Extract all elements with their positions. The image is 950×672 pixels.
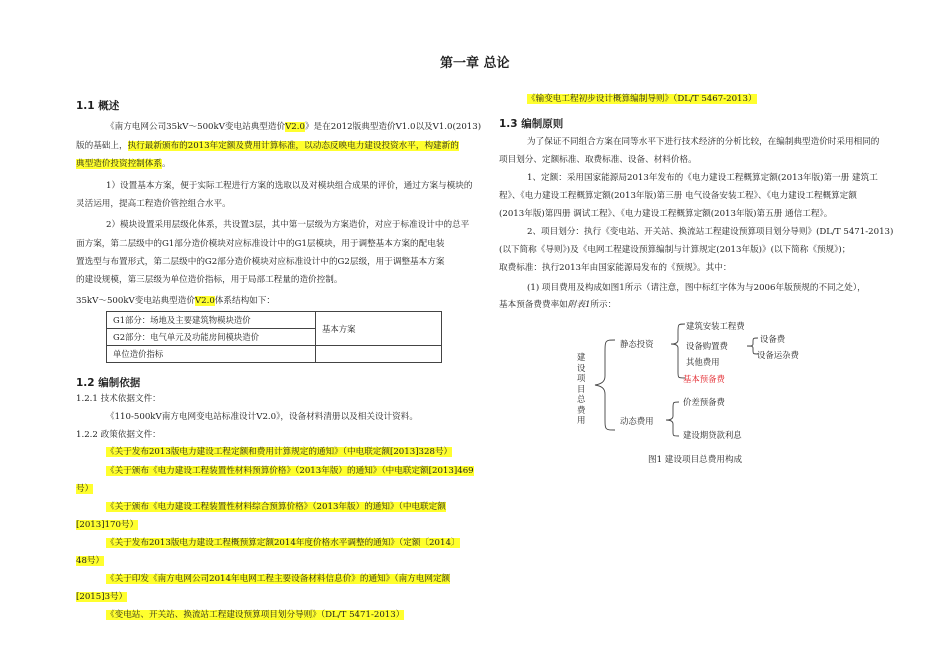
quota-line-1: 1、定额：采用国家能源局2013年发布的《电力建设工程概算定额(2013年版)第一册 建筑工 — [527, 173, 878, 183]
version-highlight: V2.0 — [285, 122, 305, 132]
policy-doc-1: 《关于发布2013版电力建设工程定额和费用计算规定的通知》（中电联定额[2013]328号） — [106, 447, 453, 457]
overview-point-2-line-2: 面方案，第二层级中的G1部分造价模块对应标准设计中的G1层模块，用于调整基本方案的配电装 — [76, 239, 445, 249]
policy-doc-6: 《变电站、开关站、换流站工程建设预算项目划分导则》（DL/T 5471-2013） — [106, 610, 405, 620]
figure-equipment-freight-label: 设备运杂费 — [757, 350, 799, 360]
chapter-title: 第一章 总论 — [440, 56, 510, 71]
principle-intro-line-2: 项目划分、定额标准、取费标准、设备、材料价格。 — [499, 155, 697, 165]
figure-loan-interest-label: 建设期贷款利息 — [683, 430, 742, 440]
structure-intro: 35kV～500kV变电站典型造价V2.0体系结构如下： — [76, 296, 275, 306]
division-line-1: 2、项目划分：执行《变电站、开关站、换流站工程建设预算项目划分导则》(DL/T 5471-2013) — [527, 227, 894, 237]
g1-cell: G1部分：场地及主要建筑物模块造价 — [107, 312, 316, 329]
cost-structure-line-2: 基本预备费费率如附表1所示： — [499, 300, 617, 310]
dynamic-brace — [666, 402, 679, 436]
figure-equipment-purchase-label: 设备购置费 — [686, 341, 728, 351]
policy-doc-3-line-1: 《关于颁布《电力建设工程装置性材料综合预算价格》（2013年版）的通知》（中电联定额 — [106, 502, 446, 512]
policy-doc-5-line-1: 《关于印发《南方电网公司2014年电网工程主要设备材料信息价》的通知》（南方电网定额 — [106, 574, 451, 584]
overview-line-2: 版的基础上，执行最新颁布的2013年定额及费用计算标准，以动态反映电力建设投资水平，构建新的 — [76, 141, 459, 151]
principle-intro-line-1: 为了保证不同组合方案在同等水平下进行技术经济的分析比较，在编制典型造价时采用相同的 — [527, 137, 880, 147]
tech-basis-heading: 1.2.1 技术依据文件： — [76, 394, 161, 404]
cost-structure-line-1: (1) 项目费用及构成如图1所示（请注意，图中标红字体为与2006年版预规的不同之处）， — [527, 283, 866, 293]
figure-basic-reserve-label: 基本预备费 — [683, 374, 725, 384]
overview-point-1-line-2: 灵活运用，提高工程造价管控组合水平。 — [76, 199, 231, 209]
figure-static-label: 静态投资 — [620, 339, 654, 349]
tech-basis-doc: 《110-500kV南方电网变电站标准设计V2.0》，设备材料清册以及相关设计资料。 — [106, 412, 418, 422]
policy-doc-7: 《输变电工程初步设计概算编制导则》（DL/T 5467-2013） — [527, 94, 757, 104]
quota-line-2: 程》、《电力建设工程概算定额(2013年版)第三册 电气设备安装工程》、《电力建设工程概算定额 — [499, 191, 857, 201]
structure-table — [106, 311, 442, 363]
figure-equipment-fee-label: 设备费 — [760, 334, 786, 344]
g2-cell: G2部分：电气单元及功能房间模块造价 — [107, 329, 316, 346]
policy-doc-4-line-1: 《关于发布2013版电力建设工程概预算定额2014年度价格水平调整的通知》（定额〔2014〕 — [106, 538, 460, 548]
overview-point-1-line-1: 1）设置基本方案，便于实际工程进行方案的选取以及对模块组合成果的评价，通过方案与模块的 — [106, 181, 473, 191]
static-brace — [671, 324, 685, 378]
overview-line-3: 典型造价投资控制体系。 — [76, 159, 171, 169]
section-1-3-heading: 1.3 编制原则 — [499, 118, 564, 130]
figure-caption: 图1 建设项目总费用构成 — [648, 455, 743, 465]
section-1-2-heading: 1.2 编制依据 — [76, 377, 141, 389]
overview-point-2-line-4: 的建设规模，第三层级为单位造价指标，用于局部工程量的造价控制。 — [76, 275, 343, 285]
policy-basis-heading: 1.2.2 政策依据文件： — [76, 430, 161, 440]
figure-root-label: 建设项目总费用 — [577, 352, 586, 425]
division-line-2: (以下简称《导则》)及《电网工程建设预算编制与计算规定(2013年版)》(以下简称《预规》)； — [499, 245, 851, 255]
section-1-1-heading: 1.1 概述 — [76, 100, 120, 112]
policy-doc-5-line-2: [2015]3号） — [76, 592, 128, 602]
figure-dynamic-label: 动态费用 — [620, 416, 654, 426]
basic-plan-cell: 基本方案 — [316, 312, 442, 346]
policy-doc-2-line-1: 《关于颁布《电力建设工程装置性材料预算价格》（2013年版）的通知》（中电联定额[2013]469 — [106, 466, 474, 476]
main-brace — [595, 340, 615, 430]
policy-doc-2-line-2: 号） — [76, 484, 94, 494]
empty-cell — [316, 346, 442, 363]
overview-point-2-line-3: 置选型与布置形式，第二层级中的G2部分造价模块对应标准设计中的G2层级，用于调整基本方案 — [76, 257, 445, 267]
figure-construction-label: 建筑安装工程费 — [686, 321, 745, 331]
overview-line-1: 《南方电网公司35kV～500kV变电站典型造价V2.0》是在2012版典型造价V1.0以及V1.0(2013) — [106, 122, 482, 132]
policy-doc-4-line-2: 48号） — [76, 556, 105, 566]
policy-doc-3-line-2: [2013]170号） — [76, 520, 139, 530]
figure-other-fees-label: 其他费用 — [686, 357, 720, 367]
division-line-3: 取费标准：执行2013年由国家能源局发布的《预规》。其中： — [499, 263, 732, 273]
figure-price-diff-reserve-label: 价差预备费 — [683, 397, 725, 407]
quota-line-3: (2013年版)第四册 调试工程》、《电力建设工程概算定额(2013年版)第五册 通信工程》。 — [499, 209, 833, 219]
appendix-table-ref: 附表1 — [567, 300, 591, 310]
overview-point-2-line-1: 2）模块设置采用层级化体系，共设置3层，其中第一层级为方案造价，对应于标准设计中的总平 — [106, 220, 470, 230]
unit-index-cell: 单位造价指标 — [107, 346, 316, 363]
